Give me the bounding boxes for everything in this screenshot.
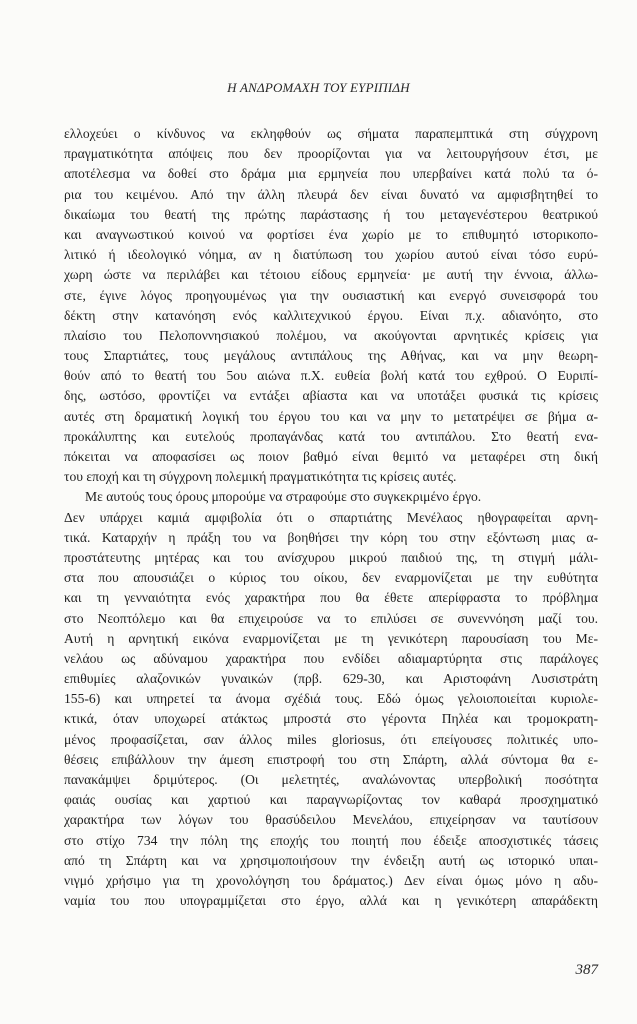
- text-line: Δεν υπάρχει καμιά αμφιβολία ότι ο σπαρτιάτης Μενέλαος ηθογραφείται αρνη-: [64, 509, 598, 525]
- running-head: Η ΑΝΔΡΟΜΑΧΗ ΤΟΥ ΕΥΡΙΠΙΔΗ: [227, 80, 410, 95]
- text-line: στα που απουσιάζει ο κύριος του οίκου, δεν εναρμονίζεται με την ευθύτητα: [64, 570, 598, 586]
- text-line: στο στίχο 734 την πόλη της εποχής του ποιητή που έδειξε αποσχιστικές τάσεις: [64, 832, 598, 848]
- text-line: πλαίσιο του Πελοποννησιακού πολέμου, να ακούγονται αρνητικές κρίσεις για: [64, 327, 598, 343]
- text-line: θούν από το θεατή του 5ου αιώνα π.Χ. ευθεία βολή κατά του εχθρού. Ο Ευριπί-: [64, 368, 598, 384]
- text-line: και τη γενναιότητα ενός χαρακτήρα που θα έθετε απερίφραστα το πρόβλημα: [64, 590, 598, 606]
- text-line: ρια του κειμένου. Από την άλλη πλευρά δεν είναι δυνατό να αμφισβητηθεί το: [64, 186, 598, 202]
- text-line: προστάτευτης μητέρας και του ανίσχυρου μικρού παιδιού της, τη στιγμή μάλι-: [64, 549, 598, 565]
- text-line: επιθυμίες αλαζονικών γυναικών (πρβ. 629-30, και Αριστοφάνη Λυσιστράτη: [64, 671, 598, 687]
- text-line: νελάου ως αδύναμου χαρακτήρα που ενδίδει αδιαμαρτύρητα στις παράλογες: [64, 650, 598, 666]
- text-line: ναμία του που υπογραμμίζεται στο έργο, αλλά και η γενικότερη απαράδεκτη: [64, 893, 598, 909]
- text-line: από τη Σπάρτη και να χρησιμοποιήσουν την ένδειξη αυτή ως ιστορικό υπαι-: [64, 852, 598, 868]
- text-line: πραγματικότητα απόψεις που δεν προορίζονται για να λειτουργήσουν έτσι, με: [64, 146, 598, 162]
- text-line: ελλοχεύει ο κίνδυνος να εκληφθούν ως σήματα παραπεμπτικά στη σύγχρονη: [64, 126, 598, 141]
- text-line: μένος προφασίζεται, σαν άλλος miles gloriosus, ότι επείγουσες πολιτικές υπο-: [64, 731, 598, 747]
- text-line: αυτές στη δραματική λογική του έργου του και να μην το μετατρέψει σε βήμα α-: [64, 408, 598, 424]
- text-line: θέσεις επιβάλλουν την άμεση επιστροφή του στη Σπάρτη, αλλά σύντομα θα ε-: [64, 751, 598, 767]
- text-line: χαρακτήρα των λόγων του θρασύδειλου Μενελάου, επιχείρησαν να ταυτίσουν: [64, 812, 598, 828]
- text-line: δέκτη στην κατανόηση ενός καλλιτεχνικού έργου. Είναι π.χ. αδιανόητο, στο: [64, 307, 598, 323]
- text-line: του εποχή και τη σύγχρονη πολεμική πραγματικότητα τις κρίσεις αυτές.: [64, 469, 457, 485]
- text-line: χωρη ώστε να περιλάβει και τέτοιου είδους ερμηνεία· με αυτή την έννοια, άλλω-: [64, 267, 598, 283]
- text-line: 155-6) και υπηρετεί τα άνομα σχέδιά τους. Εδώ όμως γελοιοποιείται κυριολε-: [64, 691, 598, 707]
- text-line: λιτικό ή ιδεολογικό νόημα, αν η διατύπωση του χωρίου αυτού είναι τόσο ευρύ-: [64, 247, 598, 263]
- text-line: πόκειται να αποφασίσει ως ποιον βαθμό είναι θεμιτό να μεταφέρει στη δική: [64, 449, 598, 464]
- text-line: Αυτή η αρνητική εικόνα εναρμονίζεται με τη γενικότερη παρουσίαση του Με-: [64, 630, 598, 646]
- body-text: [64, 124, 598, 911]
- text-line: στε, έγινε λόγος προηγουμένως για την ουσιαστική και ενεργό συνεισφορά του: [64, 287, 598, 303]
- text-line: και αναγνωστικού κοινού να φορτίσει ένα χωρίο με το επιθυμητό ιστορικοπο-: [64, 226, 598, 242]
- page-number: 387: [575, 962, 598, 978]
- text-line: τικά. Καταρχήν η πράξη του να βοηθήσει την κόρη του στην εξόντωση μιας α-: [64, 529, 598, 545]
- text-line: κτικά, όταν υποχωρεί ατάκτως μπροστά στο γέροντα Πηλέα και τρομοκρατη-: [64, 711, 598, 727]
- text-line: τους Σπαρτιάτες, τους μεγάλους αντιπάλους της Αθήνας, και να μην θεωρη-: [64, 348, 598, 364]
- text-line: δικαίωμα του θεατή της πρώτης παράστασης ή του μεταγενέστερου θεατρικού: [64, 206, 598, 222]
- text-line: στο Νεοπτόλεμο και θα επιχειρούσε να το επιλύσει σε συνεννόηση μαζί του.: [64, 610, 598, 626]
- text-line: Με αυτούς τους όρους μπορούμε να στραφούμε στο συγκεκριμένο έργο.: [85, 489, 482, 505]
- text-line: νιγμό χρήσιμο για τη χρονολόγηση του δράματος.) Δεν είναι όμως μόνο η αδυ-: [64, 872, 598, 888]
- text-line: προκάλυπτης και ευτελούς προπαγάνδας κατά του αντιπάλου. Στο θεατή ενα-: [64, 428, 598, 444]
- text-line: αποτέλεσμα να δοθεί στο δράμα μια ερμηνεία που υπερβαίνει κατά πολύ τα ό-: [64, 166, 598, 182]
- text-line: δης, ωστόσο, φροντίζει να εντάξει αβίαστα και να υποτάξει φυσικά τις κρίσεις: [64, 388, 598, 404]
- text-line: πανακάμψει δριμύτερος. (Οι μελετητές, αναλώνοντας υπερβολική ποσότητα: [64, 772, 598, 787]
- text-line: φαιάς ουσίας και χαρτιού και παραγνωρίζοντας τον καθαρά προσχηματικό: [64, 792, 598, 808]
